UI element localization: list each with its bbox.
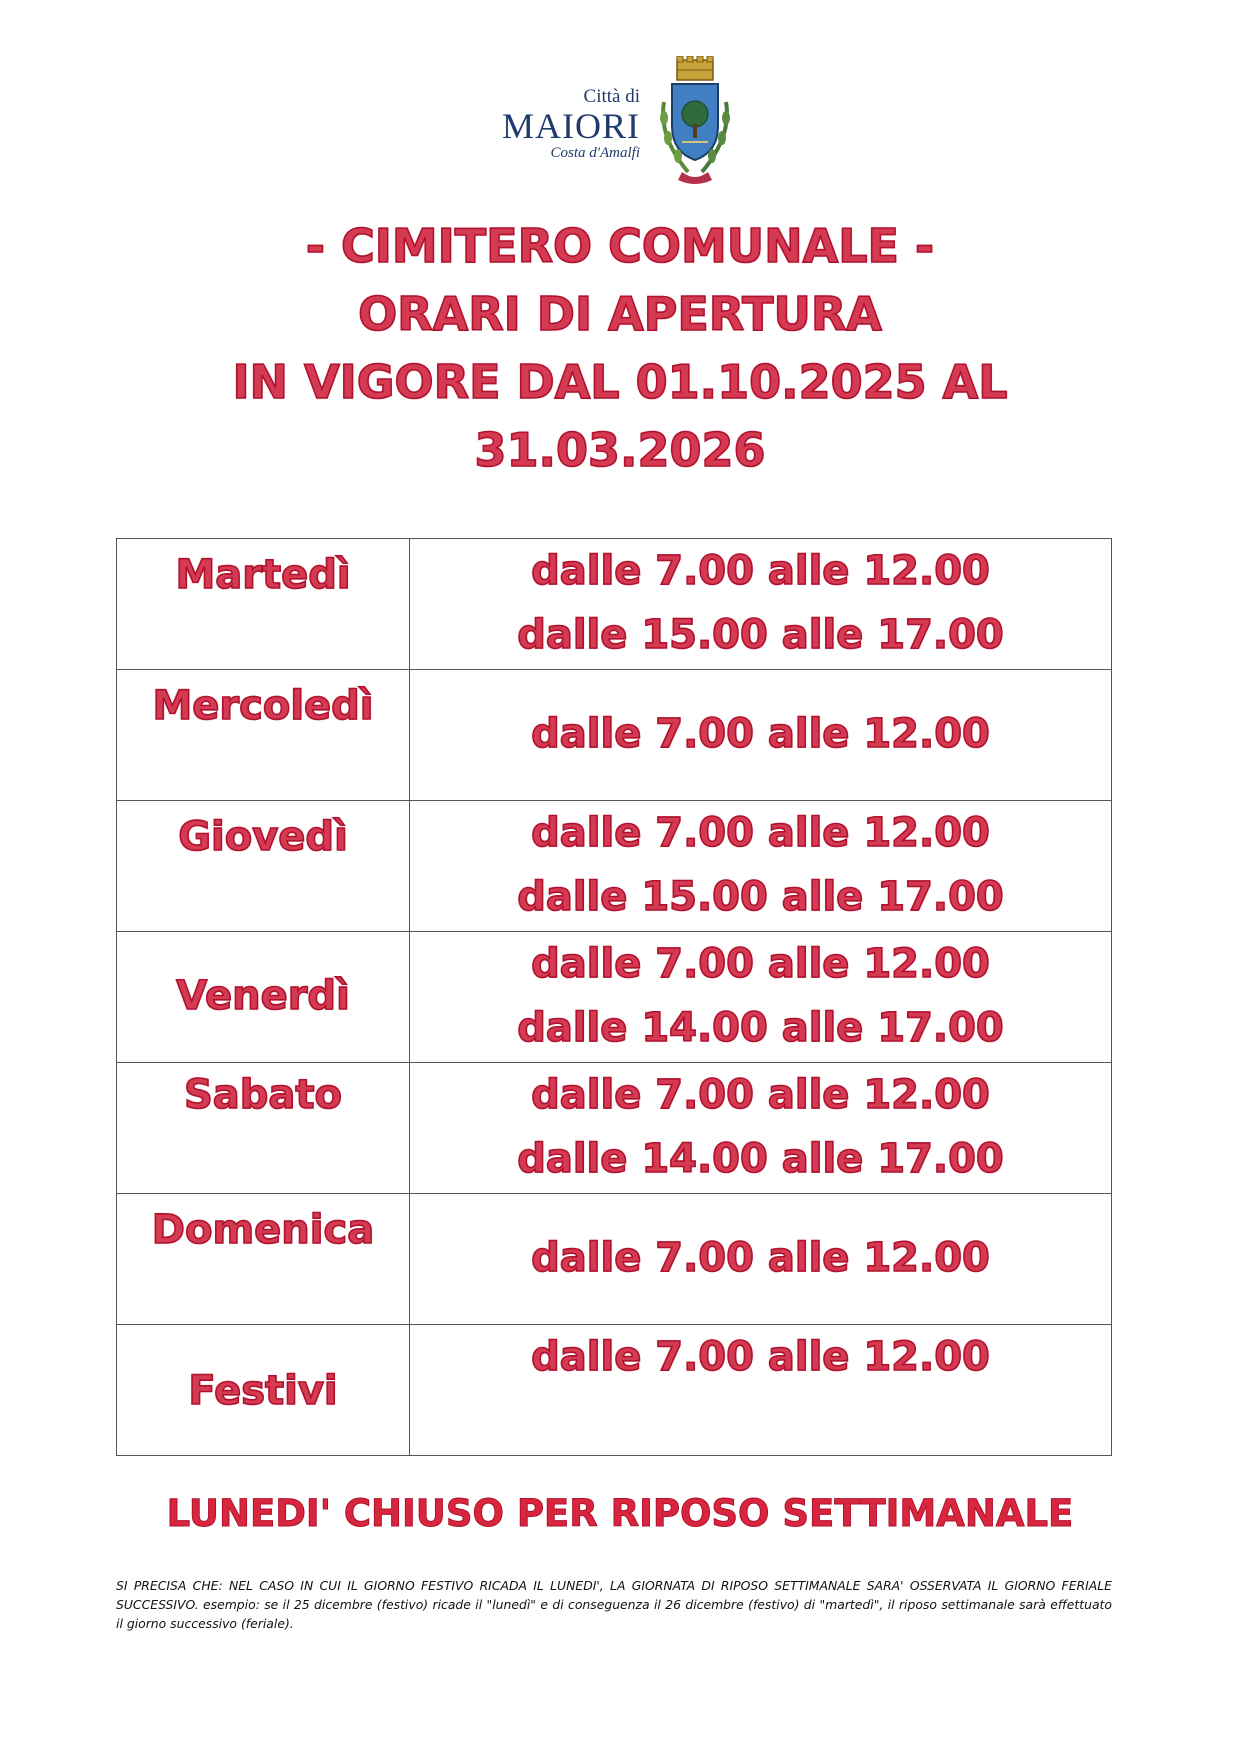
logo-text [480,86,640,162]
opening-hours-table [116,538,1112,1456]
hours-cell [410,670,1112,801]
day-cell [117,1325,410,1456]
title-line-1: - CIMITERO COMUNALE - [305,219,935,273]
hours-line: dalle 7.00 alle 12.00 [531,1334,990,1380]
hours-line: dalle 15.00 alle 17.00 [517,874,1004,920]
table-row [117,932,1112,1063]
title-line-3: IN VIGORE DAL 01.10.2025 AL [232,355,1008,409]
hours-line: dalle 7.00 alle 12.00 [531,548,990,594]
hours-line: dalle 15.00 alle 17.00 [517,612,1004,658]
day-label: Venerdì [176,973,350,1019]
table-row [117,539,1112,670]
hours-line: dalle 7.00 alle 12.00 [531,1235,990,1281]
hours-cell [410,1194,1112,1325]
hours-cell [410,932,1112,1063]
page-title [0,212,1240,484]
table-row [117,801,1112,932]
logo-citta: Città di [583,86,640,107]
table-row [117,1194,1112,1325]
hours-line: dalle 7.00 alle 12.00 [531,810,990,856]
day-label: Mercoledì [152,683,374,729]
title-line-2: ORARI DI APERTURA [358,287,882,341]
day-cell [117,1063,410,1194]
hours-cell [410,539,1112,670]
coat-of-arms-icon [650,56,740,186]
day-label: Domenica [151,1207,375,1253]
day-cell [117,1194,410,1325]
hours-line: dalle 7.00 alle 12.00 [531,941,990,987]
table-row [117,1325,1112,1456]
hours-line: dalle 14.00 alle 17.00 [517,1005,1004,1051]
day-label: Festivi [188,1368,338,1414]
day-label: Martedì [175,552,351,598]
closed-notice: LUNEDI' CHIUSO PER RIPOSO SETTIMANALE [166,1492,1074,1535]
day-label: Giovedì [178,814,348,860]
hours-cell [410,801,1112,932]
city-logo [480,56,780,186]
hours-line: dalle 14.00 alle 17.00 [517,1136,1004,1182]
table-row [117,670,1112,801]
hours-line: dalle 7.00 alle 12.00 [531,1072,990,1118]
hours-line: dalle 7.00 alle 12.00 [531,711,990,757]
hours-cell [410,1063,1112,1194]
table-row [117,1063,1112,1194]
day-cell [117,801,410,932]
day-cell [117,670,410,801]
logo-subtitle: Costa d'Amalfi [550,145,640,161]
logo-city-name: MAIORI [502,106,640,146]
title-line-4: 31.03.2026 [474,423,766,477]
day-cell [117,932,410,1063]
day-label: Sabato [183,1072,343,1118]
hours-cell [410,1325,1112,1456]
footnote: SI PRECISA CHE: NEL CASO IN CUI IL GIORNO FESTIVO RICADA IL LUNEDI', LA GIORNATA DI RIPOSO SETTIMANALE SARA' OSSERVATA IL GIORNO FERIALE SUCCESSIVO. esempio: se il 25 dicembre (festivo) ricade il "lunedì" e di conseguenza il 26 dicembre (festivo) di "martedì", il riposo settimanale sarà effettuato il giorno successivo (feriale). [116,1578,1112,1631]
day-cell [117,539,410,670]
